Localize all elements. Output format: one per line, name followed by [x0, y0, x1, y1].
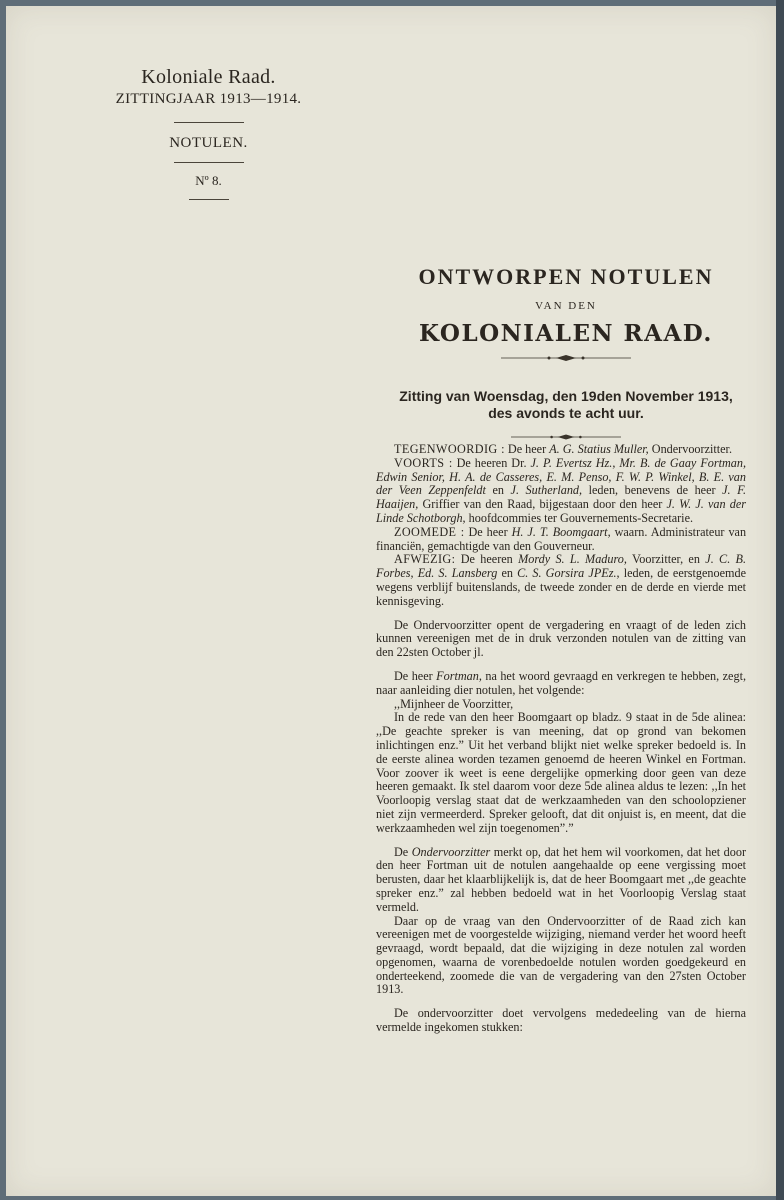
attendance-absent: AFWEZIG: De heeren Mordy S. L. Maduro, Voorzitter, en J. C. B. Forbes, Ed. S. Lansberg en C. S. Gorsira JPEz., leden, de eerstgenoemde wegens verblijf buitenslands, de tweede zonder en de derde en vierde met kennisgeving.	[376, 552, 747, 608]
paragraph-opening: De Ondervoorzitter opent de vergadering en vraagt of de leden zich kunnen vereenigen met de in druk verzonden notulen van de zitting van den 22sten October jl.	[376, 617, 746, 660]
attendance-present: TEGENWOORDIG : De heer A. G. Statius Muller, Ondervoorzitter.	[394, 442, 732, 456]
paragraph-salutation: ,,Mijnheer de Voorzitter,	[394, 696, 514, 711]
divider	[189, 199, 229, 200]
van-den-label: VAN DEN	[535, 300, 597, 312]
session-date: Zitting van Woensdag, den 19den November 1913,	[399, 388, 733, 404]
notulen-label: NOTULEN.	[169, 135, 248, 151]
paragraph-decision: Daar op de vraag van den Ondervoorzitter of de Raad zich kan vereenigen met de voorgestelde wijziging, niemand verder het woord heeft gevraagd, wordt bepaald, dat die wijziging in deze notulen zal worden opgenomen, waarna de vorenbedoelde notulen worden goedgekeurd en onderteekend, zoomede die van de vergadering van den 27sten October 1913.	[376, 913, 746, 997]
document-header	[381, 264, 751, 447]
issue-number: Nº 8.	[195, 173, 222, 188]
divider	[174, 122, 244, 123]
paragraph-chair-remark: De Ondervoorzitter merkt op, dat het hem wil voorkomen, dat het door den heer Fortman uit de notulen aangehaalde op eene vergissing moet berusten, daar het klaarblijkelijk is, dat de heer Boomgaart met ,,de geachte spreker enz.” zal hebben bedoeld wat in het Voorloopig Verslag staat vermeld.	[376, 844, 747, 914]
attendance-also: VOORTS : De heeren Dr. J. P. Evertsz Hz., Mr. B. de Gaay Fortman, Edwin Senior, H. A. de Casseres, E. M. Penso, F. W. P. Winkel, B. E. van der Veen Zeppenfeldt en J. Sutherland, leden, benevens de heer J. F. Haaijen, Griffier van den Raad, bijgestaan door den heer J. W. J. van der Linde Schotborgh, hoofdcommies ter Gouvernements-Secretarie.	[376, 455, 747, 525]
session-year: ZITTINGJAAR 1913—1914.	[115, 91, 302, 107]
raad-title: KOLONIALEN RAAD.	[419, 320, 713, 347]
session-time: des avonds te acht uur.	[488, 405, 644, 421]
ornament-rule	[501, 353, 631, 363]
attendance-further: ZOOMEDE : De heer H. J. T. Boomgaart, waarn. Administrateur van financiën, gemachtigde van den Gouverneur.	[376, 524, 747, 553]
divider	[174, 162, 244, 163]
ornament-rule	[511, 432, 621, 442]
session-info	[381, 388, 751, 422]
minutes-body	[376, 443, 746, 1035]
document-title: ONTWORPEN NOTULEN	[418, 264, 714, 289]
paragraph-fortman: De heer Fortman, na het woord gevraagd en verkregen te hebben, zegt, naar aanleiding dier notulen, het volgende:	[376, 668, 746, 697]
scan-border	[776, 0, 784, 1200]
paragraph-speech: In de rede van den heer Boomgaart op bladz. 9 staat in de 5de alinea: ,,De geachte spreker is van meening, dat op grond van bekomen inlichtingen enz.” Uit het verband blijkt niet welke spreker bedoeld is. In de eerste alinea worden tezamen genoemd de heeren Winkel en Fortman. Voor zoover ik weet is eene dergelijke opmerking door geen van deze heeren gemaakt. Ik stel daarom voor deze 5de alinea aldus te lezen: ,,In het Voorloopig verslag staat dat de werkzaamheden van den schoolopziener niet zijn vermeerderd. Spreker gelooft, dat dit onjuist is, en meent, dat die werkzaamheden wel zijn toegenomen”.”	[376, 710, 746, 835]
document-page	[6, 6, 776, 1196]
left-header	[96, 66, 321, 200]
council-title: Koloniale Raad.	[141, 66, 276, 88]
paragraph-incoming: De ondervoorzitter doet vervolgens mededeeling van de hierna vermelde ingekomen stukken:	[376, 1006, 746, 1035]
